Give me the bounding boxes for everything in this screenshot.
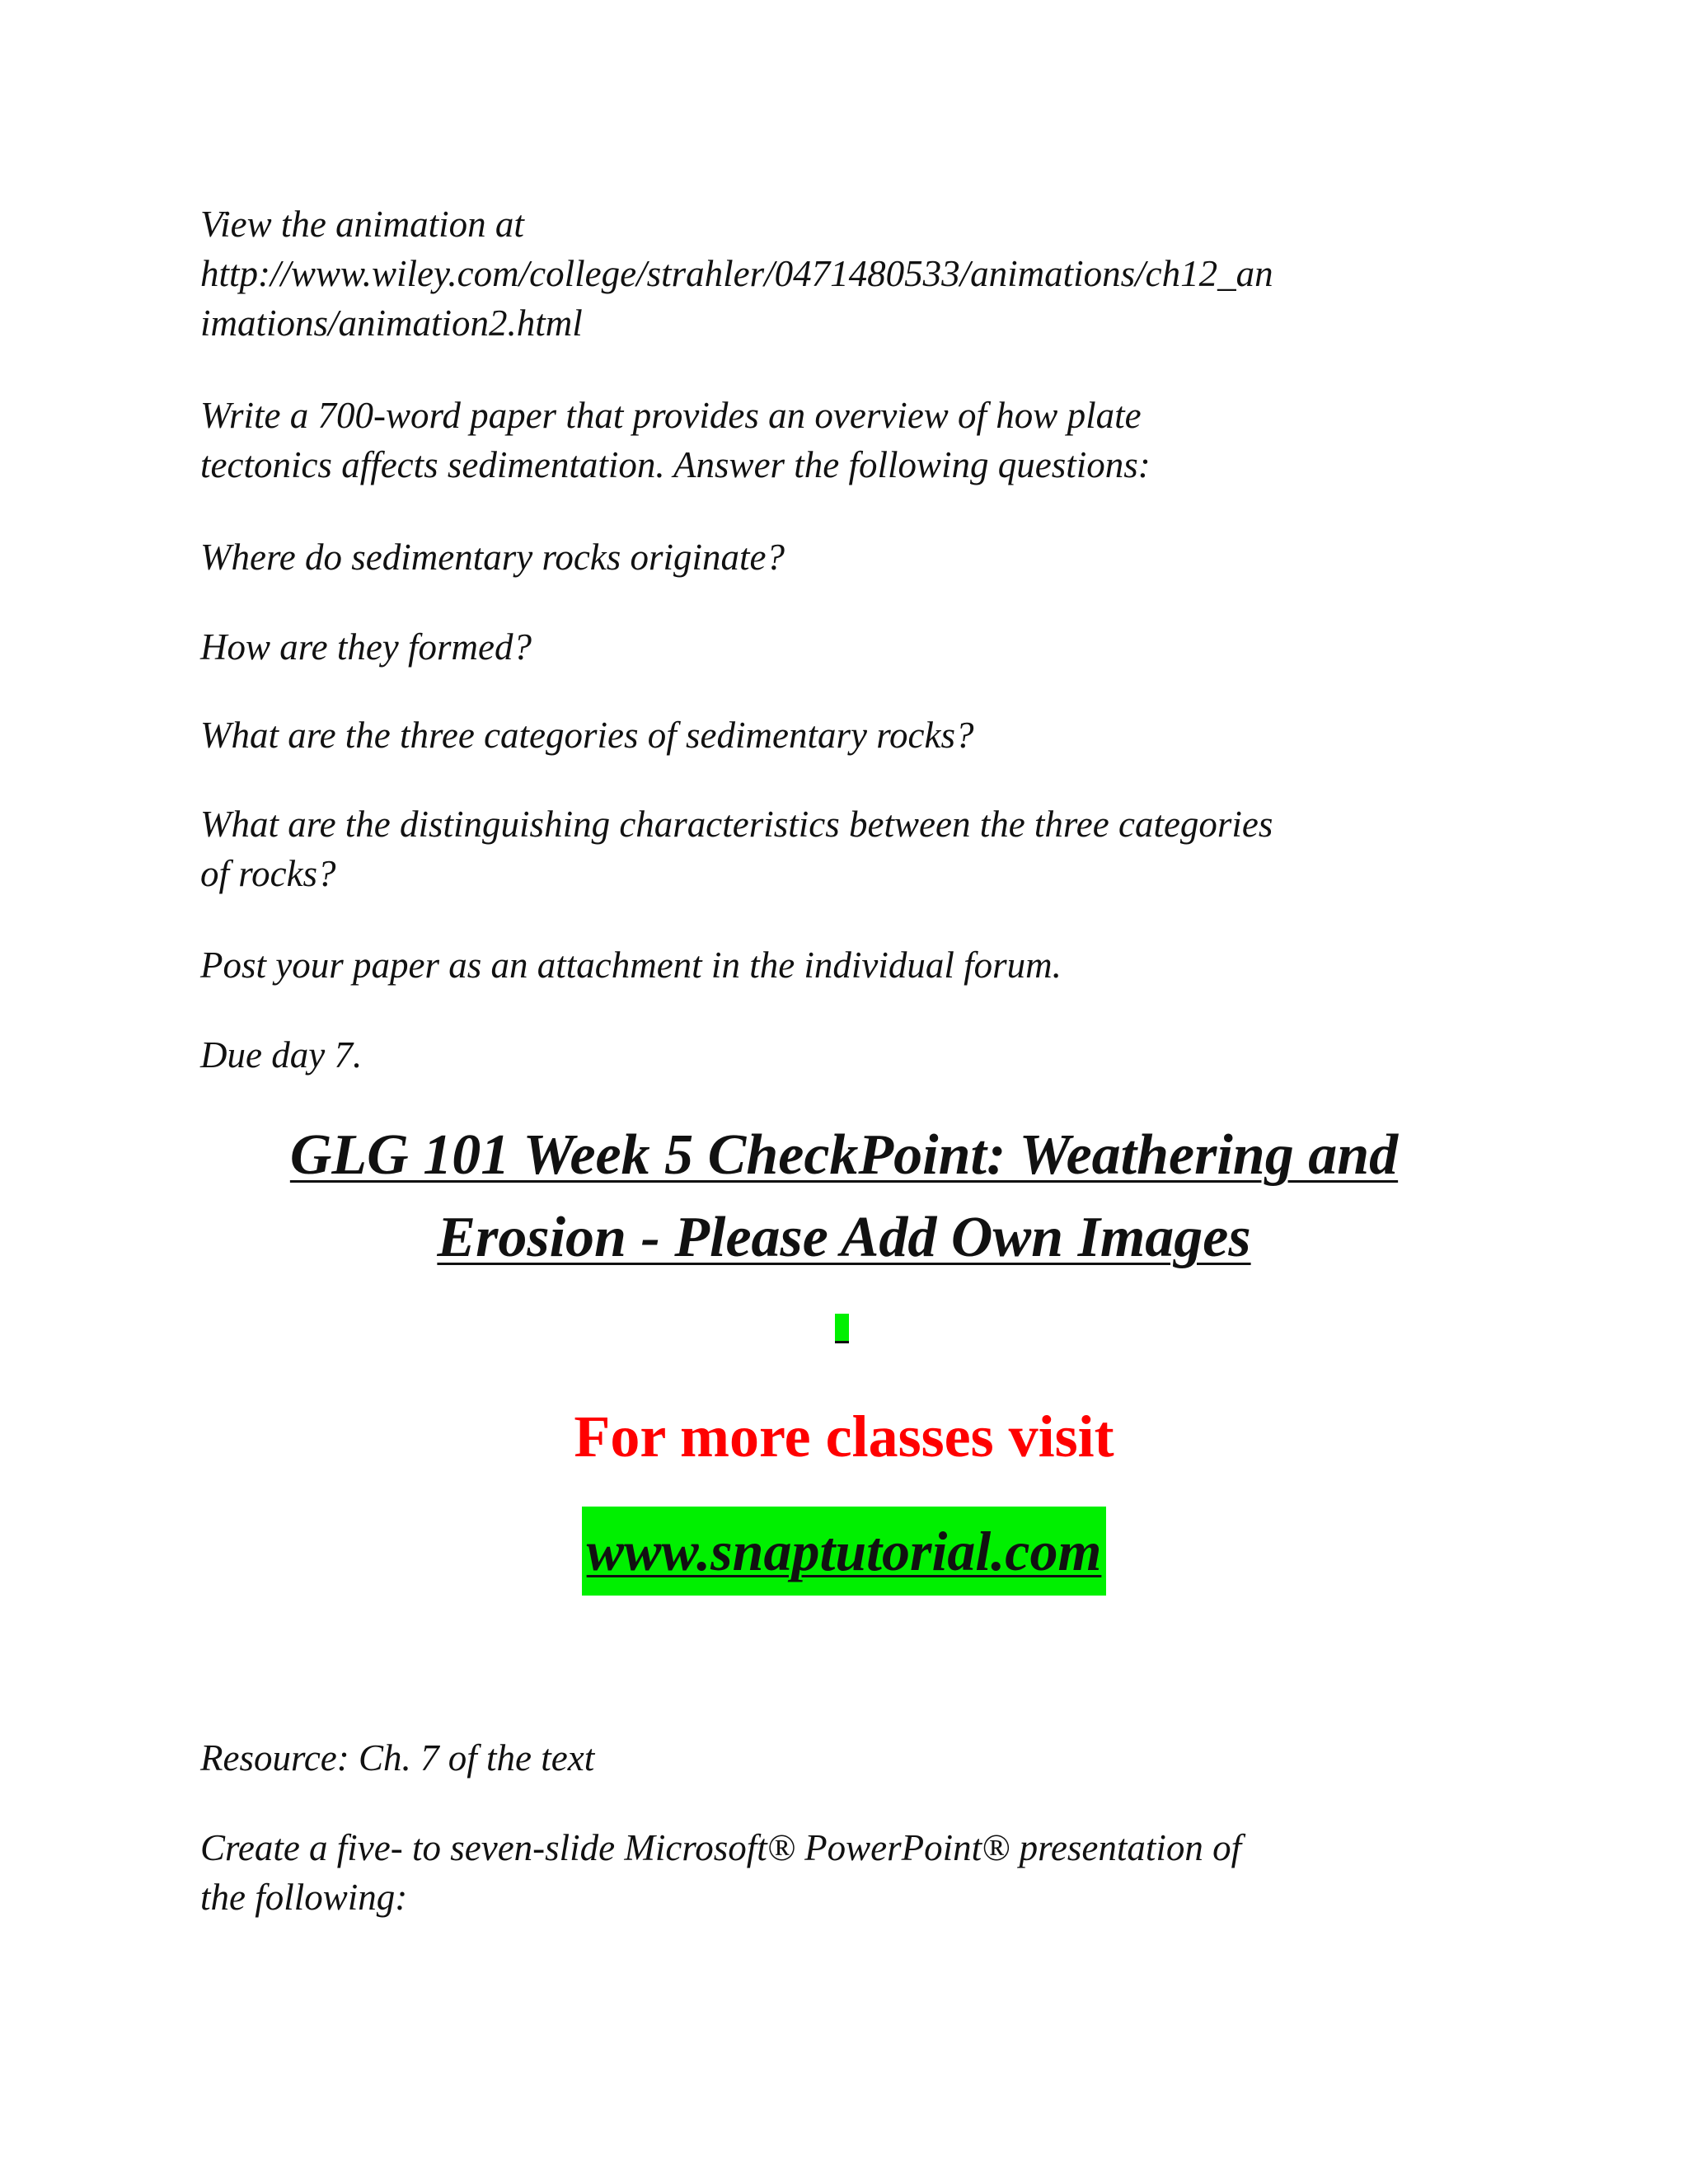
animation-url-line-2: http://www.wiley.com/college/strahler/0471480533/animations/ch12_an	[200, 253, 1273, 294]
animation-paragraph	[200, 199, 1486, 348]
section-heading-line-1: GLG 101 Week 5 CheckPoint: Weathering and	[289, 1123, 1399, 1187]
green-highlight-mark	[835, 1314, 849, 1343]
due-date: Due day 7.	[200, 1034, 363, 1076]
question-characteristics-line-1: What are the distinguishing characteristics between the three categories	[200, 804, 1273, 845]
promo-text: For more classes visit	[574, 1404, 1114, 1469]
question-characteristics	[200, 799, 1486, 898]
post-instruction: Post your paper as an attachment in the individual forum.	[200, 944, 1062, 986]
create-presentation-line-1: Create a five- to seven-slide Microsoft® PowerPoint® presentation of	[200, 1827, 1242, 1868]
section-heading-line-2: Erosion - Please Add Own Images	[437, 1206, 1251, 1269]
question-formed: How are they formed?	[200, 626, 532, 668]
create-presentation-line-2: the following:	[200, 1877, 408, 1918]
promo-link[interactable]: www.snaptutorial.com	[582, 1507, 1107, 1596]
promo-link-wrapper	[0, 1507, 1688, 1611]
resource-line: Resource: Ch. 7 of the text	[200, 1737, 595, 1779]
write-paper-line-1: Write a 700-word paper that provides an overview of how plate	[200, 395, 1142, 436]
question-characteristics-line-2: of rocks?	[200, 853, 336, 894]
animation-line-1: View the animation at	[200, 204, 524, 245]
create-presentation-paragraph	[200, 1823, 1486, 1922]
write-paper-line-2: tectonics affects sedimentation. Answer the following questions:	[200, 444, 1151, 485]
question-categories: What are the three categories of sedimentary rocks?	[200, 715, 974, 756]
question-origin: Where do sedimentary rocks originate?	[200, 537, 785, 578]
write-paper-paragraph	[200, 391, 1486, 490]
animation-url-line-3: imations/animation2.html	[200, 302, 583, 344]
